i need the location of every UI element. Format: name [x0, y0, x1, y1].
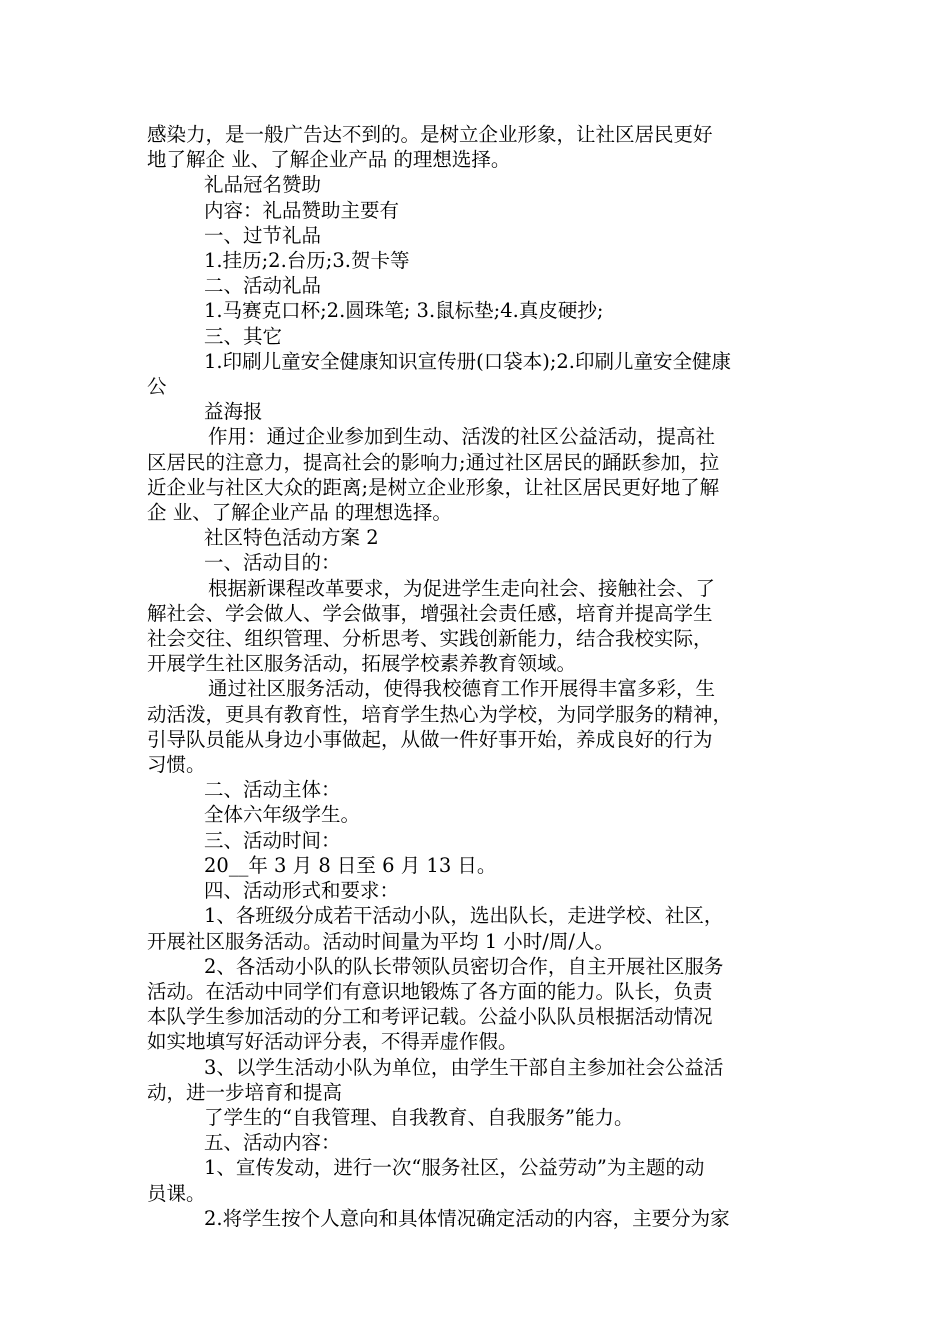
text-line: 2.将学生按个人意向和具体情况确定活动的内容，主要分为家: [204, 1206, 730, 1230]
text-line: 活动。在活动中同学们有意识地锻炼了各方面的能力。队长，负责: [147, 979, 713, 1003]
text-line: 区居民的注意力，提高社会的影响力;通过社区居民的踊跃参加，拉: [147, 450, 720, 474]
text-line: 全体六年级学生。: [204, 803, 361, 827]
text-line: 1.印刷儿童安全健康知识宣传册(口袋本);2.印刷儿童安全健康: [204, 349, 731, 373]
text-line: 三、其它: [204, 324, 283, 348]
text-line: 四、活动形式和要求：: [204, 879, 400, 903]
text-line: 作用：通过企业参加到生动、活泼的社区公益活动，提高社: [208, 425, 716, 449]
text-line: 五、活动内容：: [204, 1131, 341, 1155]
text-line: 内容：礼品赞助主要有: [204, 198, 400, 222]
text-line: 20__年 3 月 8 日至 6 月 13 日。: [204, 853, 497, 877]
text-line: 1.马赛克口杯;2.圆珠笔; 3.鼠标垫;4.真皮硬抄;: [204, 299, 604, 323]
text-line: 员课。: [147, 1181, 206, 1205]
text-line: 1.挂历;2.台历;3.贺卡等: [204, 249, 410, 273]
text-line: 益海报: [204, 400, 263, 424]
text-line: 社区特色活动方案 2: [204, 526, 379, 550]
text-line: 根据新课程改革要求，为促进学生走向社会、接触社会、了: [208, 576, 716, 600]
text-line: 社会交往、组织管理、分析思考、实践创新能力，结合我校实际，: [147, 627, 713, 651]
text-line: 1、宣传发动，进行一次“服务社区，公益劳动”为主题的动: [204, 1156, 705, 1180]
text-line: 开展社区服务活动。活动时间量为平均 1 小时/周/人。: [147, 929, 614, 953]
text-line: 3、以学生活动小队为单位，由学生干部自主参加社会公益活: [204, 1055, 724, 1079]
text-line: 礼品冠名赞助: [204, 173, 322, 197]
text-line: 如实地填写好活动评分表，不得弄虚作假。: [147, 1030, 518, 1054]
text-line: 动，进一步培育和提高: [147, 1080, 343, 1104]
text-line: 习惯。: [147, 753, 206, 777]
text-line: 企 业、了解企业产品 的理想选择。: [147, 501, 452, 525]
text-line: 1、各班级分成若干活动小队，选出队长，走进学校、社区，: [204, 904, 724, 928]
text-line: 一、活动目的：: [204, 551, 341, 575]
text-line: 二、活动礼品: [204, 274, 322, 298]
text-line: 动活泼，更具有教育性，培育学生热心为学校，为同学服务的精神，: [147, 702, 733, 726]
text-line: 引导队员能从身边小事做起，从做一件好事开始，养成良好的行为: [147, 727, 713, 751]
text-line: 解社会、学会做人、学会做事，增强社会责任感，培育并提高学生: [147, 601, 713, 625]
text-line: 感染力，是一般广告达不到的。是树立企业形象，让社区居民更好: [147, 123, 713, 146]
text-line: 本队学生参加活动的分工和考评记载。公益小队队员根据活动情况: [147, 1005, 713, 1029]
text-line: 地了解企 业、了解企业产品 的理想选择。: [147, 148, 511, 172]
text-line: 了学生的“自我管理、自我教育、自我服务”能力。: [204, 1105, 634, 1129]
text-line: 通过社区服务活动，使得我校德育工作开展得丰富多彩，生: [208, 677, 716, 701]
document-body: [147, 122, 827, 1231]
text-line: 三、活动时间：: [204, 828, 341, 852]
text-line: 开展学生社区服务活动，拓展学校素养教育领域。: [147, 652, 577, 676]
text-line: 公: [147, 375, 167, 399]
text-line: 一、过节礼品: [204, 223, 322, 247]
text-line: 2、各活动小队的队长带领队员密切合作，自主开展社区服务: [204, 954, 724, 978]
text-line: 近企业与社区大众的距离;是树立企业形象，让社区居民更好地了解: [147, 475, 720, 499]
text-line: 二、活动主体：: [204, 778, 341, 802]
